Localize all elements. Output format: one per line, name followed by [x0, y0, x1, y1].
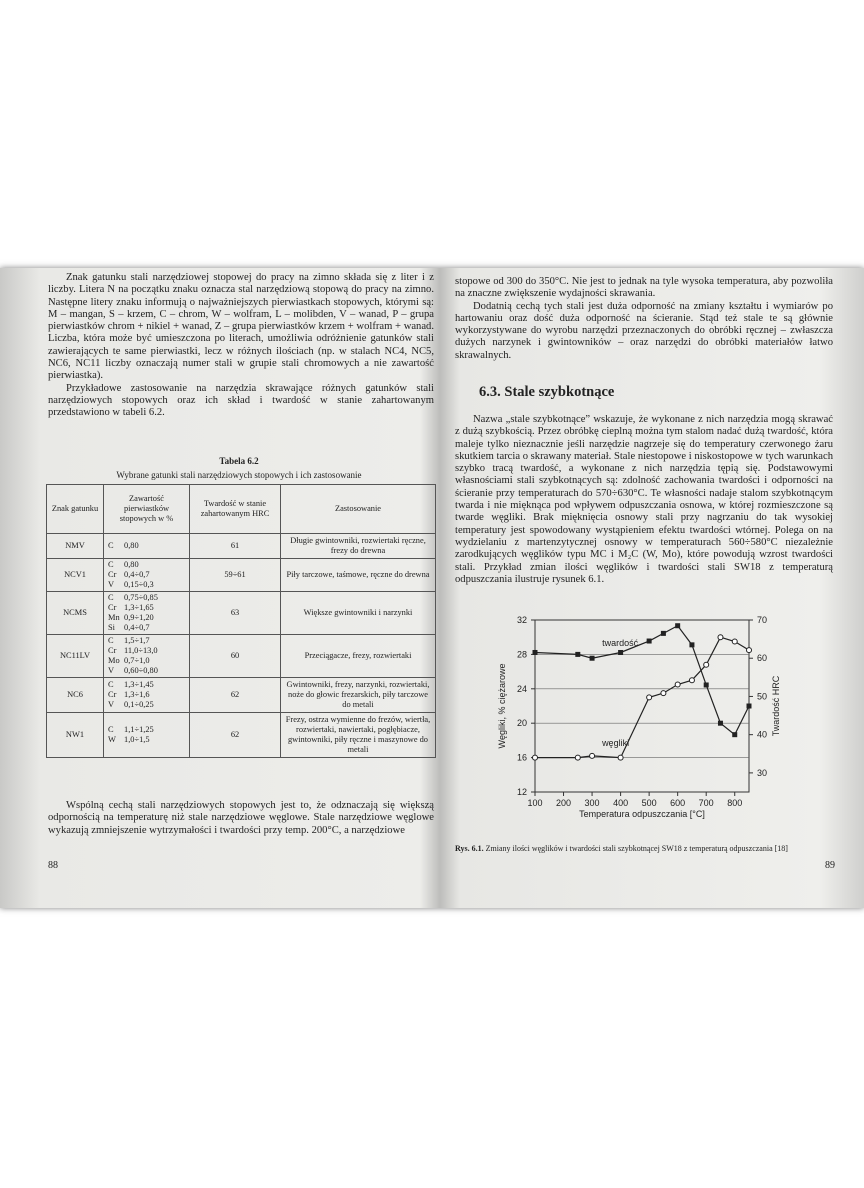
data-point — [533, 755, 538, 760]
table-caption — [40, 456, 438, 480]
element-symbols-cell: C Cr Mn Si — [104, 592, 124, 635]
right-page — [455, 268, 835, 908]
data-point — [675, 623, 680, 628]
y-right-tick-label: 50 — [757, 691, 768, 702]
element-values-cell: 0,80 — [123, 534, 190, 559]
y-left-tick-label: 12 — [516, 787, 527, 797]
data-point — [647, 639, 652, 644]
data-point — [618, 650, 623, 655]
book-spread — [0, 268, 864, 908]
application-cell: Piły tarczowe, taśmowe, ręczne do drewna — [281, 559, 436, 592]
data-point — [575, 755, 580, 760]
grade-cell: NCV1 — [47, 559, 104, 592]
data-point — [661, 691, 666, 696]
right-page-body — [455, 414, 833, 586]
data-point — [647, 695, 652, 700]
data-point — [689, 678, 694, 683]
hardness-cell: 62 — [190, 678, 281, 713]
section-title: 6.3. Stale szybkotnące — [479, 384, 615, 400]
left-page-intro — [48, 272, 434, 420]
table-row — [47, 713, 436, 758]
x-axis-label: Temperatura odpuszczania [°C] — [579, 809, 705, 819]
y-left-tick-label: 28 — [516, 649, 527, 660]
left-page-outro — [48, 800, 434, 837]
x-tick-label: 400 — [613, 798, 629, 808]
hardness-cell: 61 — [190, 534, 281, 559]
x-tick-label: 200 — [556, 798, 572, 808]
data-point — [590, 656, 595, 661]
data-point — [732, 639, 737, 644]
series-label: twardość — [602, 638, 639, 649]
figure-label: Rys. 6.1. — [455, 844, 484, 853]
application-cell: Większe gwintowniki i narzynki — [281, 592, 436, 635]
left-page — [40, 268, 438, 908]
series-label: węgliki — [602, 737, 630, 748]
element-values-cell: 1,3÷1,45 1,3÷1,6 0,1÷0,25 — [123, 678, 190, 713]
data-point — [747, 704, 752, 709]
paragraph: Dodatnią cechą tych stali jest duża odporność na zmiany kształtu i wymiarów po hartowaniu oraz dość duża odporność na ścieranie. Stąd też stale te są głównie wykorzystywane do wyrobu narzędzi przeznaczonych do obróbki ręcznej – zwłaszcza dużych narzynek i gwintowników – oraz narzędzi do obróbki materiałów łatwo skrawalnych. — [455, 300, 833, 361]
paragraph: stopowe od 300 do 350°C. Nie jest to jednak na tyle wysoka temperatura, aby pozwoliła na znaczne zwiększenie wydajności skrawania. — [455, 276, 833, 300]
data-point — [618, 755, 623, 760]
data-point — [718, 635, 723, 640]
column-header: Zawartość pierwiastków stopowych w % — [104, 485, 190, 534]
y-right-tick-label: 40 — [757, 729, 768, 740]
column-header: Znak gatunku — [47, 485, 104, 534]
application-cell: Frezy, ostrza wymienne do frezów, wiertła, rozwiertaki, nawiertaki, pogłębiacze, gwintowniki, piły ręczne i maszynowe do metali — [281, 713, 436, 758]
y-right-axis-label: Twardość HRC — [771, 675, 781, 737]
table — [46, 484, 436, 758]
table-row — [47, 592, 436, 635]
x-tick-label: 300 — [584, 798, 600, 808]
data-point — [689, 642, 694, 647]
element-symbols-cell: C Cr Mo V — [104, 635, 124, 678]
y-left-tick-label: 16 — [516, 752, 527, 763]
x-tick-label: 800 — [727, 798, 743, 808]
tempering-chart — [455, 606, 835, 846]
hardness-cell: 63 — [190, 592, 281, 635]
paragraph: Przykładowe zastosowanie na narzędzia skrawające różnych gatunków stali narzędziowych stopowych oraz ich skład i twardość w stanie zahartowanym przedstawiono w tabeli 6.2. — [48, 382, 434, 419]
paragraph: Nazwa „stale szybkotnące” wskazuje, że wykonane z nich narzędzia mogą skrawać z dużą szybkością. Przez obróbkę cieplną można tym stalom nadać dużą twardość, która maleje tylko nieznacznie jeśli narzędzie nagrzeje się do temperatury czerwonego żaru skutkiem tarcia o skrawany materiał. Stale niestopowe i niskostopowe w tych warunkach szybko tracą twardość, a wykonane z nich narzędzia tępią się. Podstawowymi własnościami stali szybkotnących są: zdolność zachowania twardości i odporności na ścieranie przy temperaturach do 570÷630°C. Te własności nadaje stalom szybkotnącym twarda i nie mięknąca pod wpływem odpuszczania osnowa, w której rozmieszczone są twarde węgliki. Brak mięknięcia osnowy stali przy nagrzaniu do tak wysokiej temperatury jest spowodowany wystąpieniem efektu twardości wtórnej. Polega on na wydzielaniu z martenzytycznej osnowy w temperaturach 560÷580°C niezależnie zarodkujących węglików typu MC i M₂C (W, Mo), które powodują wzrost twardości stali. Przykład zmian ilości węglików i twardości stali SW18 z temperaturą odpuszczania ilustruje rysunek 6.1. — [455, 414, 833, 585]
table-row — [47, 678, 436, 713]
paragraph: Znak gatunku stali narzędziowej stopowej do pracy na zimno składa się z liter i z liczby. Litera N na początku znaku oznacza stal narzędziową stopową do pracy na zimno. Następne litery znaku informują o najważniejszych pierwiastkach stopowych, którymi są: M – mangan, S – krzem, C – chrom, W – wolfram, L – molibden, V – wanad, P – grupa pierwiastków chrom + nikiel + wanad, Z – grupa pierwiastków krzem + wolfram + wanad. Liczba, która może być umieszczona po literach, umożliwia odróżnienie gatunków stali zawierających te same pierwiastki, lecz w różnych ilościach (np. w stalach NC4, NC5, NC6, NC11 liczby oznaczają numer stali w grupie stali chromowych a nie zawartość pierwiastka). — [48, 272, 434, 382]
paragraph: Wspólną cechą stali narzędziowych stopowych jest to, że odznaczają się większą odpornością na temperaturę niż stale narzędziowe węglowe. Stale narzędziowe węglowe wykazują zmniejszenie wytrzymałości i twardości przy temp. 200°C, a narzędziowe — [48, 800, 434, 836]
grade-cell: NMV — [47, 534, 104, 559]
x-tick-label: 100 — [527, 798, 543, 808]
data-point — [661, 631, 666, 636]
hardness-cell: 59÷61 — [190, 559, 281, 592]
figure-caption — [455, 844, 835, 853]
page-number: 88 — [48, 860, 58, 871]
element-values-cell: 0,80 0,4÷0,7 0,15÷0,3 — [123, 559, 190, 592]
column-header: Twardość w stanie zahartowanym HRC — [190, 485, 281, 534]
table-row — [47, 635, 436, 678]
right-page-intro — [455, 276, 833, 362]
series-line-hardness — [535, 626, 749, 735]
application-cell: Przeciągacze, frezy, rozwiertaki — [281, 635, 436, 678]
y-left-tick-label: 32 — [516, 615, 527, 625]
grade-cell: NW1 — [47, 713, 104, 758]
table-header-row — [47, 485, 436, 534]
element-values-cell: 1,5÷1,7 11,0÷13,0 0,7÷1,0 0,60÷0,80 — [123, 635, 190, 678]
y-left-tick-label: 20 — [516, 718, 527, 729]
plot-frame — [535, 620, 749, 792]
element-values-cell: 0,75÷0,85 1,3÷1,65 0,9÷1,20 0,4÷0,7 — [123, 592, 190, 635]
y-right-tick-label: 60 — [757, 653, 768, 664]
y-right-tick-label: 30 — [757, 767, 768, 778]
table-title: Wybrane gatunki stali narzędziowych stopowych i ich zastosowanie — [116, 470, 362, 480]
x-tick-label: 600 — [670, 798, 686, 808]
element-symbols-cell: C Cr V — [104, 559, 124, 592]
column-header: Zastosowanie — [281, 485, 436, 534]
data-point — [533, 650, 538, 655]
element-symbols-cell: C Cr V — [104, 678, 124, 713]
x-tick-label: 700 — [698, 798, 714, 808]
element-symbols-cell: C W — [104, 713, 124, 758]
application-cell: Gwintowniki, frezy, narzynki, rozwiertaki, noże do głowic frezarskich, piły tarczowe do metali — [281, 678, 436, 713]
application-cell: Długie gwintowniki, rozwiertaki ręczne, frezy do drewna — [281, 534, 436, 559]
data-point — [718, 721, 723, 726]
data-point — [732, 732, 737, 737]
data-point — [590, 753, 595, 758]
grade-cell: NC6 — [47, 678, 104, 713]
element-symbols-cell: C — [104, 534, 124, 559]
figure-caption-text: Zmiany ilości węglików i twardości stali szybkotnącej SW18 z temperaturą odpuszczania [18] — [485, 844, 788, 853]
steel-grades-table — [46, 484, 436, 758]
data-point — [747, 648, 752, 653]
grade-cell: NC11LV — [47, 635, 104, 678]
x-tick-label: 500 — [641, 798, 657, 808]
y-right-tick-label: 70 — [757, 615, 768, 625]
table-row — [47, 559, 436, 592]
table-row — [47, 534, 436, 559]
series-line-carbides — [535, 637, 749, 757]
data-point — [704, 662, 709, 667]
data-point — [575, 652, 580, 657]
y-left-axis-label: Węgliki, % ciężarowe — [497, 663, 507, 749]
grade-cell: NCMS — [47, 592, 104, 635]
page-number: 89 — [825, 860, 835, 871]
element-values-cell: 1,1÷1,25 1,0÷1,5 — [123, 713, 190, 758]
data-point — [704, 682, 709, 687]
y-left-tick-label: 24 — [516, 683, 527, 694]
hardness-cell: 60 — [190, 635, 281, 678]
hardness-cell: 62 — [190, 713, 281, 758]
data-point — [675, 682, 680, 687]
table-number: Tabela 6.2 — [219, 456, 259, 466]
